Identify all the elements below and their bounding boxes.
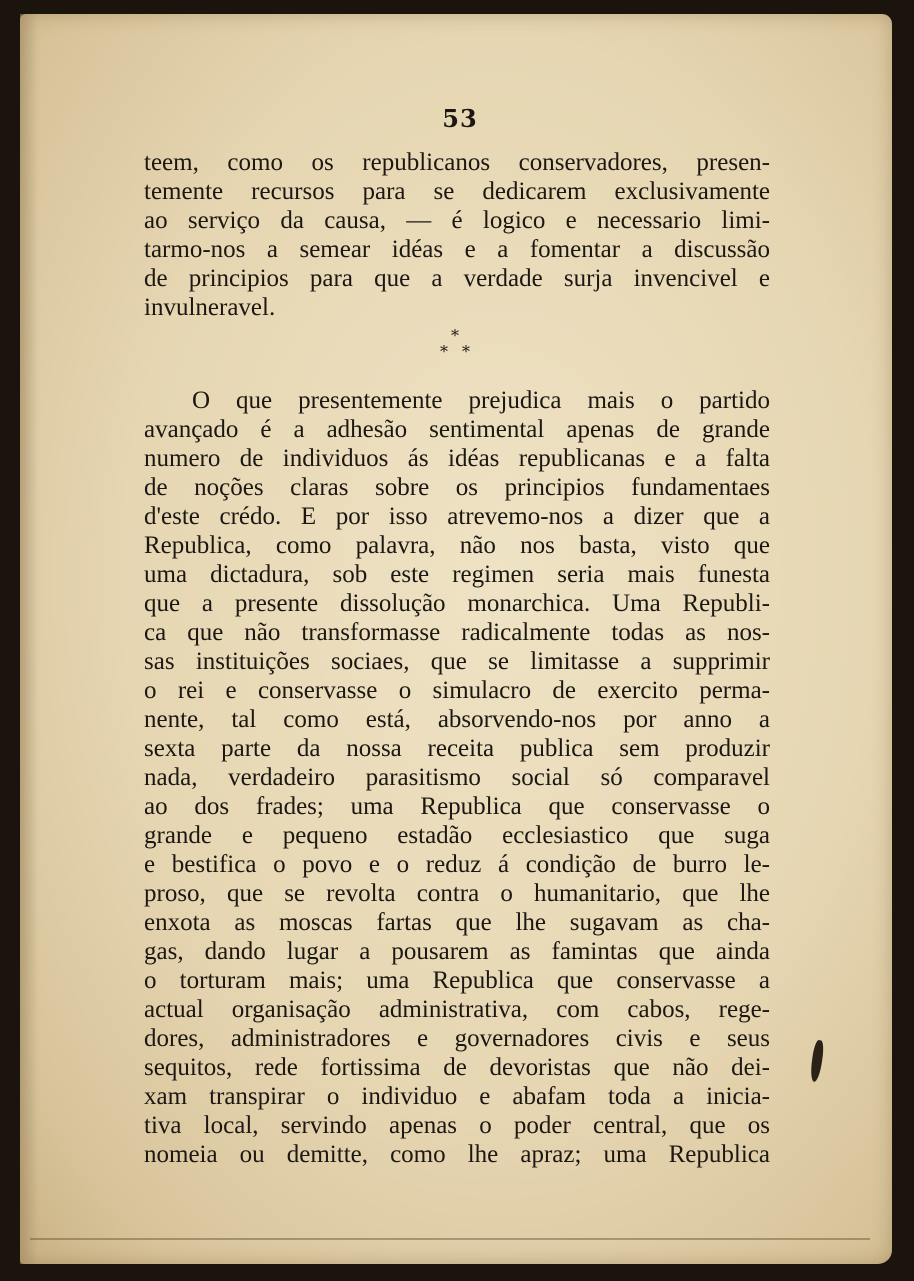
page-binding-edge: [20, 14, 38, 1264]
text-line: sexta parte da nossa receita publica sem produzir: [144, 735, 770, 762]
text-line: e bestifica o povo e o reduz á condição de burro le-: [144, 851, 770, 878]
page-bottom-edge: [30, 1238, 870, 1240]
text-line: enxota as moscas fartas que lhe sugavam as cha-: [144, 909, 770, 936]
text-line: d'este crédo. E por isso atrevemo-nos a dizer que a: [144, 503, 770, 530]
asterism-star: *: [451, 326, 459, 345]
text-line: dores, administradores e governadores civis e seus: [144, 1025, 770, 1052]
text-line: ca que não transformasse radicalmente todas as nos-: [144, 619, 770, 646]
page-number: 53: [442, 104, 478, 133]
text-line: tiva local, servindo apenas o poder central, que os: [144, 1112, 770, 1139]
text-line: xam transpirar o individuo e abafam toda a inicia-: [144, 1083, 770, 1110]
paragraph-2: [144, 386, 770, 1169]
text-line: tarmo-nos a semear idéas e a fomentar a discussão: [144, 236, 770, 263]
text-line: gas, dando lugar a pousarem as famintas que ainda: [144, 938, 770, 965]
text-line: proso, que se revolta contra o humanitario, que lhe: [144, 880, 770, 907]
text-line: que a presente dissolução monarchica. Uma Republi-: [144, 590, 770, 617]
paragraph-1: [144, 148, 770, 322]
text-line: ao dos frades; uma Republica que conservasse o: [144, 793, 770, 820]
text-line: avançado é a adhesão sentimental apenas de grande: [144, 416, 770, 443]
asterism-star: *: [440, 342, 448, 361]
text-line: ao serviço da causa, — é logico e necessario limi-: [144, 207, 770, 234]
text-line: Republica, como palavra, não nos basta, visto que: [144, 532, 770, 559]
text-line: o rei e conservasse o simulacro de exercito perma-: [144, 677, 770, 704]
text-line: invulneravel.: [144, 294, 276, 321]
text-line: de principios para que a verdade surja invencivel e: [144, 265, 770, 292]
text-line: grande e pequeno estadão ecclesiastico que suga: [144, 822, 770, 849]
asterism-separator: [436, 326, 476, 366]
text-line: de noções claras sobre os principios fundamentaes: [144, 474, 770, 501]
text-line: o torturam mais; uma Republica que conservasse a: [144, 967, 770, 994]
text-line: teem, como os republicanos conservadores, presen-: [144, 149, 770, 176]
text-line: actual organisação administrativa, com cabos, rege-: [144, 996, 770, 1023]
text-line: nada, verdadeiro parasitismo social só comparavel: [144, 764, 770, 791]
text-line: nente, tal como está, absorvendo-nos por anno a: [144, 706, 770, 733]
text-line: uma dictadura, sob este regimen seria mais funesta: [144, 561, 770, 588]
asterism-star: *: [462, 342, 470, 361]
text-line: nomeia ou demitte, como lhe apraz; uma Republica: [144, 1141, 770, 1168]
text-line: O que presentemente prejudica mais o partido: [192, 387, 770, 414]
text-line: sas instituições sociaes, que se limitasse a supprimir: [144, 648, 770, 675]
text-line: numero de individuos ás idéas republicanas e a falta: [144, 445, 770, 472]
text-line: sequitos, rede fortissima de devoristas que não dei-: [144, 1054, 770, 1081]
text-line: temente recursos para se dedicarem exclusivamente: [144, 178, 770, 205]
